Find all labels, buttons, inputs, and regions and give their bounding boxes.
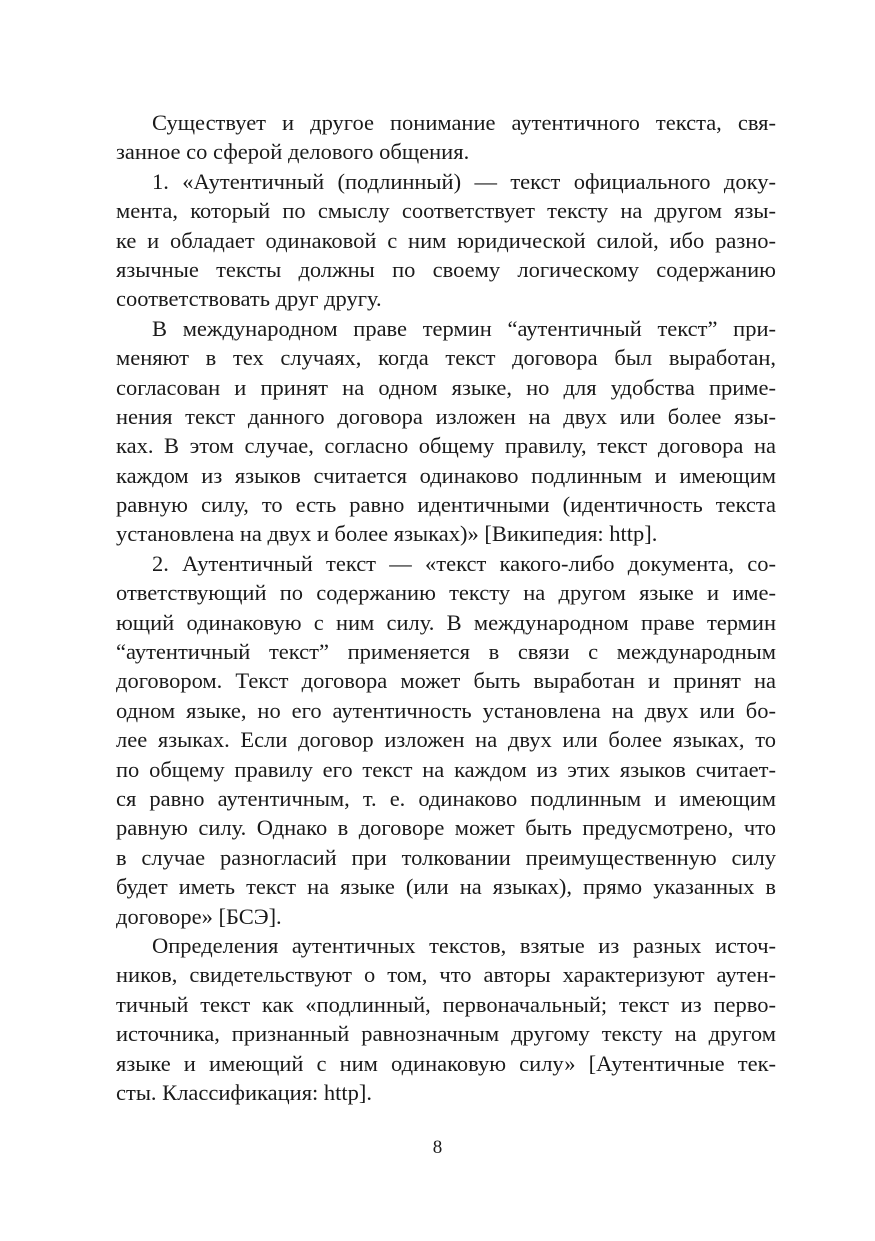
text-line: язычные тексты должны по своему логическому содержанию [116,256,776,282]
text-line: договором. Текст договора может быть выработан и принят на [116,668,776,694]
text-line: ся равно аутентичным, т. е. одинаково подлинным и имеющим [116,785,776,811]
text-line: ке и обладает одинаковой с ним юридической силой, ибо разно- [116,227,776,253]
text-line: Существует и другое понимание аутентичного текста, свя- [152,110,776,135]
text-line: занное со сферой делового общения. [116,139,470,165]
text-line: меняют в тех случаях, когда текст договора был выработан, [116,345,776,371]
paragraph-3 [116,314,776,549]
paragraph-2 [116,167,776,314]
text-line: установлена на двух и более языках)» [Википедия: http]. [116,521,658,547]
text-line: Определения аутентичных текстов, взятые из разных источ- [152,932,776,958]
text-line: ющий одинаковую с ним силу. В международном праве термин [116,609,776,635]
body-text [116,108,776,1107]
page-number: 8 [432,1137,443,1158]
text-line: источника, признанный равнозначным другому тексту на другом [116,1021,776,1047]
text-line: ответствующий по содержанию тексту на другом языке и име- [116,580,776,606]
paragraph-5 [116,931,776,1107]
text-line: мента, который по смыслу соответствует тексту на другом язы- [116,198,776,224]
text-line: В международном праве термин “аутентичный текст” при- [152,315,776,341]
text-line: соответствовать друг другу. [116,286,382,312]
text-line: 1. «Аутентичный (подлинный) — текст официального доку- [152,168,776,194]
text-line: ках. В этом случае, согласно общему правилу, текст договора на [116,433,776,459]
paragraph-1 [116,108,776,167]
text-line: сты. Классификация: http]. [116,1079,373,1105]
text-line: языке и имеющий с ним одинаковую силу» [Аутентичные тек- [116,1050,776,1076]
text-line: одном языке, но его аутентичность установлена на двух или бо- [116,697,776,723]
text-line: ников, свидетельствуют о том, что авторы характеризуют аутен- [116,962,776,988]
text-line: по общему правилу его текст на каждом из этих языков считает- [116,756,776,782]
text-line: “аутентичный текст” применяется в связи с международным [116,639,776,665]
text-line: равную силу. Однако в договоре может быть предусмотрено, что [116,815,776,841]
text-line: в случае разногласий при толковании преимущественную силу [116,844,776,870]
paragraph-4 [116,549,776,931]
text-line: каждом из языков считается одинаково подлинным и имеющим [116,462,776,488]
text-line: равную силу, то есть равно идентичными (идентичность текста [116,492,776,518]
text-line: согласован и принят на одном языке, но для удобства приме- [116,374,776,400]
text-line: нения текст данного договора изложен на двух или более язы- [116,403,776,429]
text-line: тичный текст как «подлинный, первоначальный; текст из перво- [116,991,776,1017]
text-line: будет иметь текст на языке (или на языках), прямо указанных в [116,874,776,900]
text-line: 2. Аутентичный текст — «текст какого-либо документа, со- [152,550,776,576]
text-line: договоре» [БСЭ]. [116,903,282,929]
text-line: лее языках. Если договор изложен на двух или более языках, то [116,727,776,753]
